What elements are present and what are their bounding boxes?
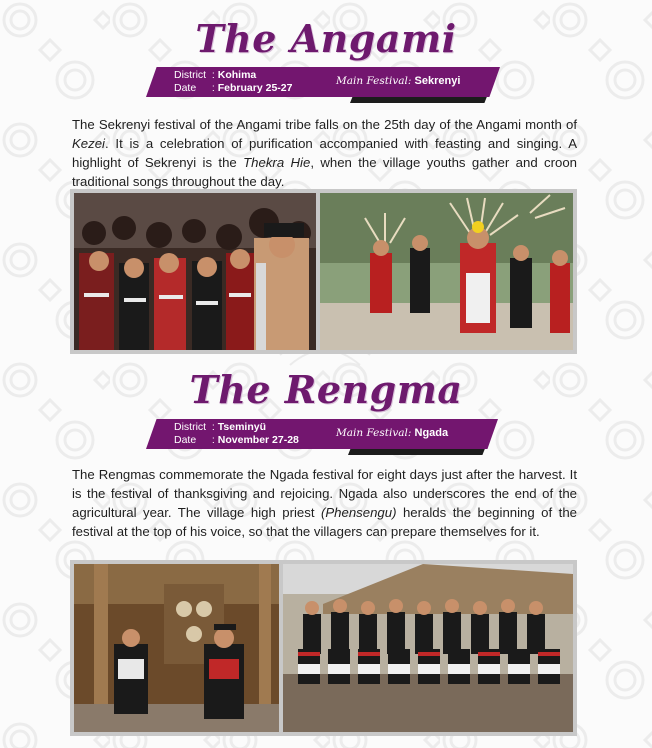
section-title-rengma: The Rengma <box>189 367 463 412</box>
date-value: November 27-28 <box>217 434 299 446</box>
district-value: Tseminyü <box>217 421 266 433</box>
main-festival-value: Ngada <box>414 427 449 439</box>
colon: : <box>209 421 218 433</box>
para-text: heralds the beginning of the festival at the top of his voice, so that the villagers can prepare themselves for it. <box>72 505 577 539</box>
section-title-angami: The Angami <box>195 16 457 61</box>
district-row <box>174 69 292 82</box>
para-emphasis: (Phensengu) <box>320 505 397 520</box>
info-banner-rengma <box>146 419 498 449</box>
para-emphasis: Thekra Hie <box>243 155 311 170</box>
date-row <box>174 434 299 447</box>
banner-meta <box>174 421 299 447</box>
photo-rengma-house <box>74 564 279 732</box>
date-label: Date <box>174 434 197 446</box>
para-text: The Sekrenyi festival of the Angami tribe falls on the 25th day of the Angami month of <box>72 117 577 132</box>
district-value: Kohima <box>217 69 257 81</box>
main-festival-label: Main Festival: <box>336 75 412 87</box>
district-row <box>174 421 299 434</box>
colon: : <box>209 434 218 446</box>
info-banner-angami <box>146 67 500 97</box>
para-text: . It is a celebration of purification accompanied with feasting and singing. A highlight of Sekrenyi is the <box>72 136 577 170</box>
para-text: , when the village youths gather and croon traditional songs throughout the day. <box>72 155 578 189</box>
colon: : <box>209 69 218 81</box>
photo-rengma-group <box>283 564 573 732</box>
banner-meta <box>174 69 292 95</box>
main-festival <box>336 427 448 439</box>
paragraph-angami <box>72 115 577 191</box>
main-festival <box>336 75 460 87</box>
date-row <box>174 82 292 95</box>
photo-angami-dancers <box>320 193 573 350</box>
paragraph-rengma <box>72 465 577 541</box>
date-value: February 25-27 <box>217 82 293 94</box>
district-label: District <box>174 421 207 433</box>
main-festival-label: Main Festival: <box>336 427 412 439</box>
photo-angami-crowd <box>74 193 316 350</box>
date-label: Date <box>174 82 197 94</box>
colon: : <box>209 82 218 94</box>
main-festival-value: Sekrenyi <box>414 75 461 87</box>
district-label: District <box>174 69 207 81</box>
para-text: The Rengmas commemorate the Ngada festival for eight days just after the harvest. It is the festival of thanksgiving and rejoicing. Ngada also underscores the end of the agricultural year. The village high priest <box>72 467 577 520</box>
para-emphasis: Kezei <box>72 136 105 151</box>
